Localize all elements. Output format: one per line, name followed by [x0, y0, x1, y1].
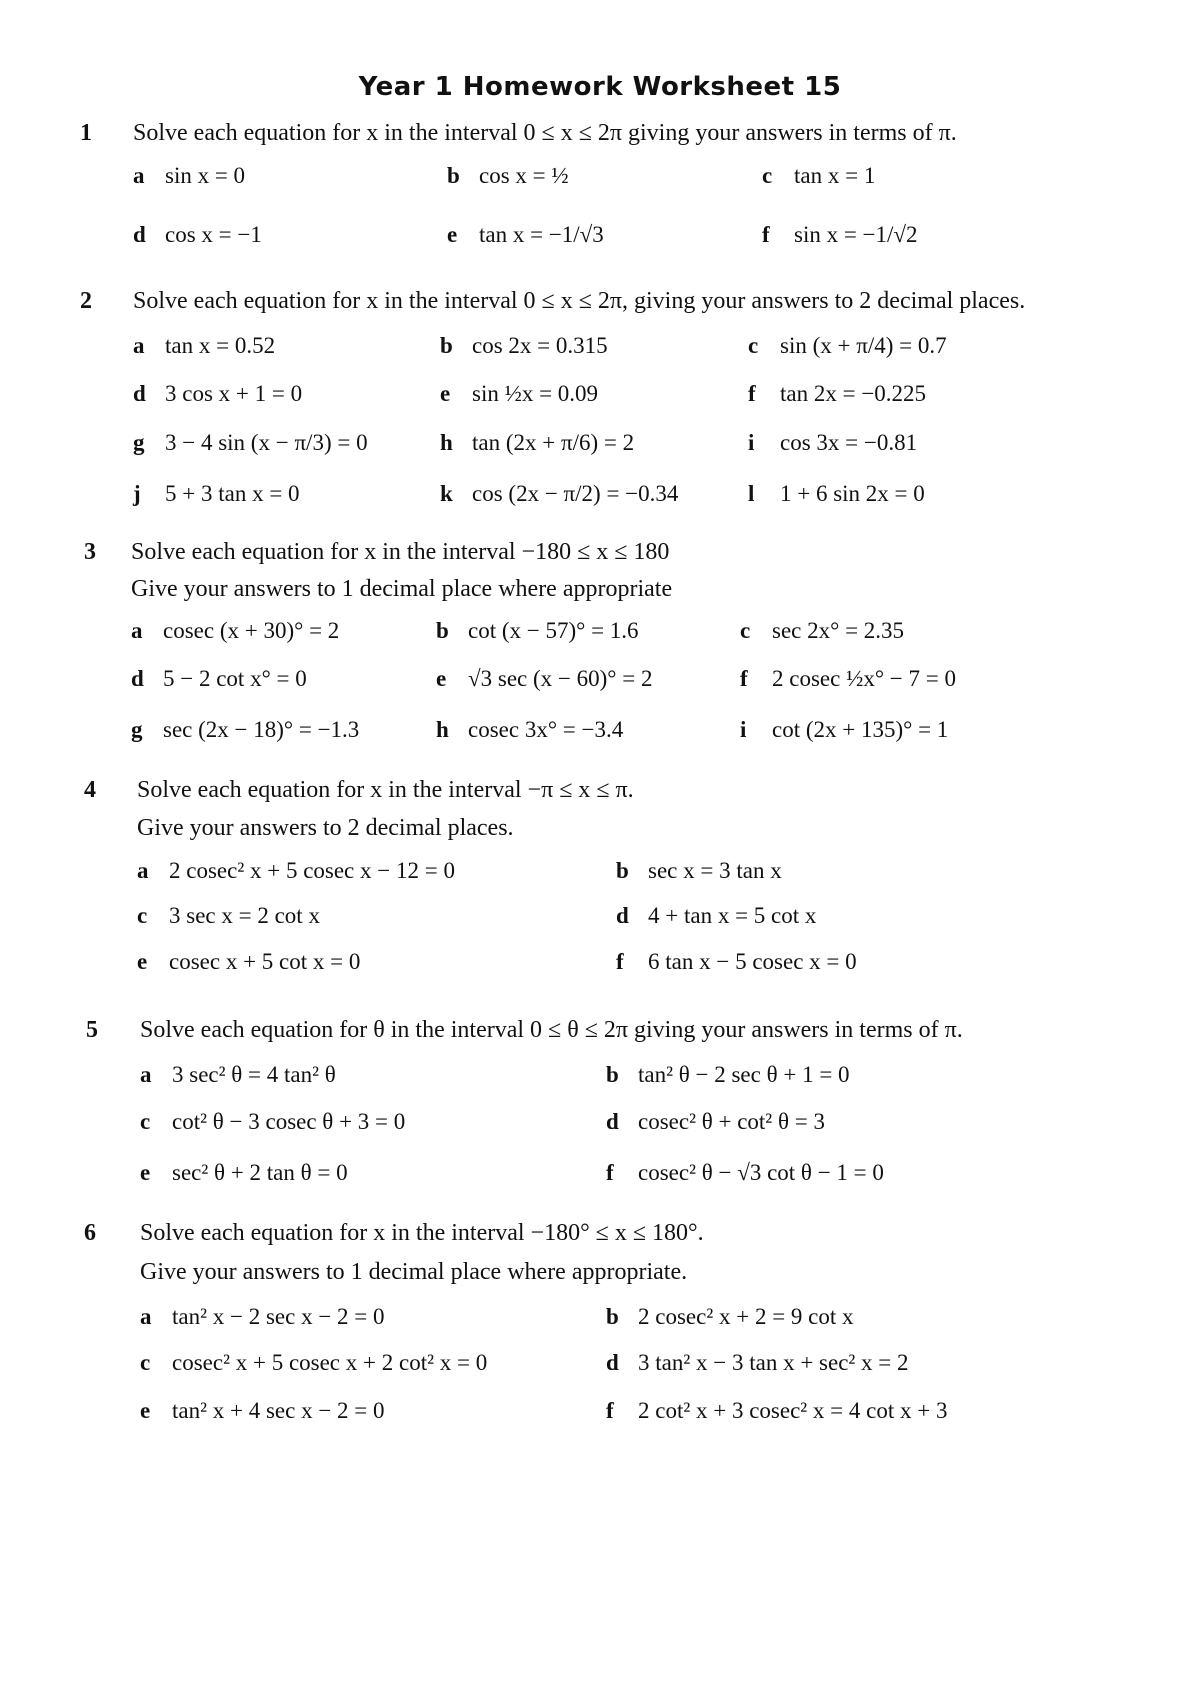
question-part	[131, 618, 339, 644]
part-label: c	[740, 618, 751, 643]
part-label: b	[606, 1304, 619, 1329]
part-label: a	[133, 163, 145, 188]
question-part	[436, 666, 652, 692]
part-label: i	[748, 430, 755, 455]
question-instruction: Solve each equation for x in the interval −180° ≤ x ≤ 180°.	[140, 1220, 704, 1246]
part-equation: 3 sec² θ = 4 tan² θ	[172, 1062, 336, 1087]
part-label: f	[762, 222, 770, 247]
question-part	[616, 903, 816, 929]
question-part	[140, 1062, 336, 1088]
part-label: l	[748, 481, 755, 506]
part-equation: tan x = 0.52	[165, 333, 276, 358]
part-equation: 6 tan x − 5 cosec x = 0	[648, 949, 857, 974]
question-instruction: Give your answers to 2 decimal places.	[137, 815, 514, 841]
question-number: 4	[84, 777, 96, 803]
part-equation: 3 tan² x − 3 tan x + sec² x = 2	[638, 1350, 909, 1375]
part-label: k	[440, 481, 453, 506]
part-equation: cos 3x = −0.81	[780, 430, 918, 455]
part-equation: cosec 3x° = −3.4	[468, 717, 624, 742]
part-equation: tan² θ − 2 sec θ + 1 = 0	[638, 1062, 850, 1087]
part-label: b	[440, 333, 453, 358]
question-part	[606, 1062, 850, 1088]
question-part	[440, 430, 634, 456]
question-part	[748, 381, 926, 407]
part-label: e	[440, 381, 451, 406]
part-label: e	[447, 222, 458, 247]
part-equation: sec x = 3 tan x	[648, 858, 782, 883]
part-label: a	[140, 1062, 152, 1087]
question-part	[606, 1160, 884, 1186]
part-label: e	[137, 949, 148, 974]
question-part	[606, 1350, 909, 1376]
part-equation: sin (x + π/4) = 0.7	[780, 333, 947, 358]
part-equation: sec (2x − 18)° = −1.3	[163, 717, 360, 742]
question-part	[740, 666, 956, 692]
part-equation: cos x = ½	[479, 163, 569, 188]
question-part	[133, 430, 368, 456]
part-label: d	[606, 1109, 619, 1134]
part-label: c	[140, 1109, 151, 1134]
page-title: Year 1 Homework Worksheet 15	[358, 72, 842, 102]
part-label: c	[140, 1350, 151, 1375]
question-part	[133, 381, 302, 407]
part-label: d	[133, 381, 146, 406]
question-part	[748, 481, 925, 507]
part-label: c	[748, 333, 759, 358]
part-equation: cos x = −1	[165, 222, 262, 247]
part-equation: cosec (x + 30)° = 2	[163, 618, 340, 643]
question-number: 2	[80, 288, 92, 314]
part-label: h	[436, 717, 449, 742]
part-label: g	[133, 430, 145, 455]
part-label: c	[137, 903, 148, 928]
question-part	[436, 618, 639, 644]
question-instruction: Give your answers to 1 decimal place where appropriate	[131, 576, 673, 602]
part-equation: cosec x + 5 cot x = 0	[169, 949, 361, 974]
part-equation: 3 sec x = 2 cot x	[169, 903, 320, 928]
question-part	[762, 222, 918, 248]
part-equation: cosec² x + 5 cosec x + 2 cot² x = 0	[172, 1350, 488, 1375]
part-equation: tan² x + 4 sec x − 2 = 0	[172, 1398, 385, 1423]
question-part	[616, 858, 782, 884]
question-part	[133, 163, 245, 189]
part-equation: cosec² θ + cot² θ = 3	[638, 1109, 825, 1134]
question-part	[436, 717, 623, 743]
part-equation: 4 + tan x = 5 cot x	[648, 903, 817, 928]
question-part	[140, 1398, 385, 1424]
question-part	[440, 381, 598, 407]
question-number: 5	[86, 1017, 98, 1043]
question-part	[748, 430, 917, 456]
part-equation: sec² θ + 2 tan θ = 0	[172, 1160, 348, 1185]
question-part	[133, 333, 275, 359]
part-equation: tan x = −1/√3	[479, 222, 604, 247]
part-equation: cot (x − 57)° = 1.6	[468, 618, 639, 643]
question-part	[131, 666, 307, 692]
question-part	[447, 222, 604, 248]
question-part	[140, 1304, 385, 1330]
question-part	[131, 717, 359, 743]
part-label: b	[447, 163, 460, 188]
part-label: d	[616, 903, 629, 928]
part-equation: 3 − 4 sin (x − π/3) = 0	[165, 430, 368, 455]
question-part	[740, 717, 948, 743]
question-part	[762, 163, 875, 189]
part-label: h	[440, 430, 453, 455]
part-label: a	[133, 333, 145, 358]
part-label: a	[140, 1304, 152, 1329]
part-equation: 5 − 2 cot x° = 0	[163, 666, 307, 691]
part-label: g	[131, 717, 143, 742]
question-instruction: Solve each equation for x in the interval 0 ≤ x ≤ 2π, giving your answers to 2 decimal places.	[133, 288, 1026, 314]
part-label: f	[748, 381, 756, 406]
part-equation: sec 2x° = 2.35	[772, 618, 905, 643]
part-equation: 2 cosec² x + 5 cosec x − 12 = 0	[169, 858, 455, 883]
question-part	[137, 858, 455, 884]
part-label: b	[616, 858, 629, 883]
part-equation: sin x = −1/√2	[794, 222, 918, 247]
question-part	[606, 1109, 825, 1135]
question-part	[748, 333, 947, 359]
part-equation: 2 cosec ½x° − 7 = 0	[772, 666, 956, 691]
part-equation: cot² θ − 3 cosec θ + 3 = 0	[172, 1109, 406, 1134]
part-equation: cos 2x = 0.315	[472, 333, 608, 358]
part-equation: tan x = 1	[794, 163, 876, 188]
question-part	[140, 1109, 405, 1135]
part-equation: cos (2x − π/2) = −0.34	[472, 481, 679, 506]
question-instruction: Solve each equation for θ in the interval 0 ≤ θ ≤ 2π giving your answers in terms of π.	[140, 1017, 963, 1043]
part-label: j	[133, 481, 141, 506]
part-equation: sin x = 0	[165, 163, 246, 188]
question-part	[137, 903, 320, 929]
question-instruction: Solve each equation for x in the interval −180 ≤ x ≤ 180	[131, 539, 670, 565]
part-label: a	[137, 858, 149, 883]
part-equation: 5 + 3 tan x = 0	[165, 481, 300, 506]
question-part	[440, 333, 608, 359]
part-equation: 3 cos x + 1 = 0	[165, 381, 303, 406]
question-number: 3	[84, 539, 96, 565]
part-equation: 2 cot² x + 3 cosec² x = 4 cot x + 3	[638, 1398, 948, 1423]
question-part	[137, 949, 360, 975]
part-label: d	[131, 666, 144, 691]
part-label: f	[606, 1398, 614, 1423]
question-part	[616, 949, 857, 975]
part-label: f	[740, 666, 748, 691]
question-instruction: Give your answers to 1 decimal place where appropriate.	[140, 1259, 688, 1285]
part-label: e	[436, 666, 447, 691]
question-part	[447, 163, 569, 189]
part-label: a	[131, 618, 143, 643]
question-part	[140, 1350, 487, 1376]
question-part	[133, 222, 262, 248]
part-label: f	[606, 1160, 614, 1185]
part-label: d	[133, 222, 146, 247]
question-part	[740, 618, 904, 644]
part-label: f	[616, 949, 624, 974]
part-label: d	[606, 1350, 619, 1375]
question-part	[133, 481, 300, 507]
question-part	[140, 1160, 348, 1186]
question-part	[440, 481, 678, 507]
part-equation: 2 cosec² x + 2 = 9 cot x	[638, 1304, 854, 1329]
part-equation: tan (2x + π/6) = 2	[472, 430, 635, 455]
part-label: e	[140, 1160, 151, 1185]
part-equation: sin ½x = 0.09	[472, 381, 599, 406]
question-instruction: Solve each equation for x in the interval 0 ≤ x ≤ 2π giving your answers in terms of π.	[133, 120, 957, 146]
part-label: b	[606, 1062, 619, 1087]
part-equation: cosec² θ − √3 cot θ − 1 = 0	[638, 1160, 884, 1185]
part-equation: 1 + 6 sin 2x = 0	[780, 481, 925, 506]
part-equation: cot (2x + 135)° = 1	[772, 717, 949, 742]
part-label: b	[436, 618, 449, 643]
question-part	[606, 1304, 854, 1330]
part-label: i	[740, 717, 747, 742]
question-part	[606, 1398, 947, 1424]
part-equation: √3 sec (x − 60)° = 2	[468, 666, 653, 691]
question-instruction: Solve each equation for x in the interval −π ≤ x ≤ π.	[137, 777, 634, 803]
part-label: e	[140, 1398, 151, 1423]
question-number: 6	[84, 1220, 96, 1246]
part-equation: tan 2x = −0.225	[780, 381, 927, 406]
part-equation: tan² x − 2 sec x − 2 = 0	[172, 1304, 385, 1329]
part-label: c	[762, 163, 773, 188]
question-number: 1	[80, 120, 92, 146]
